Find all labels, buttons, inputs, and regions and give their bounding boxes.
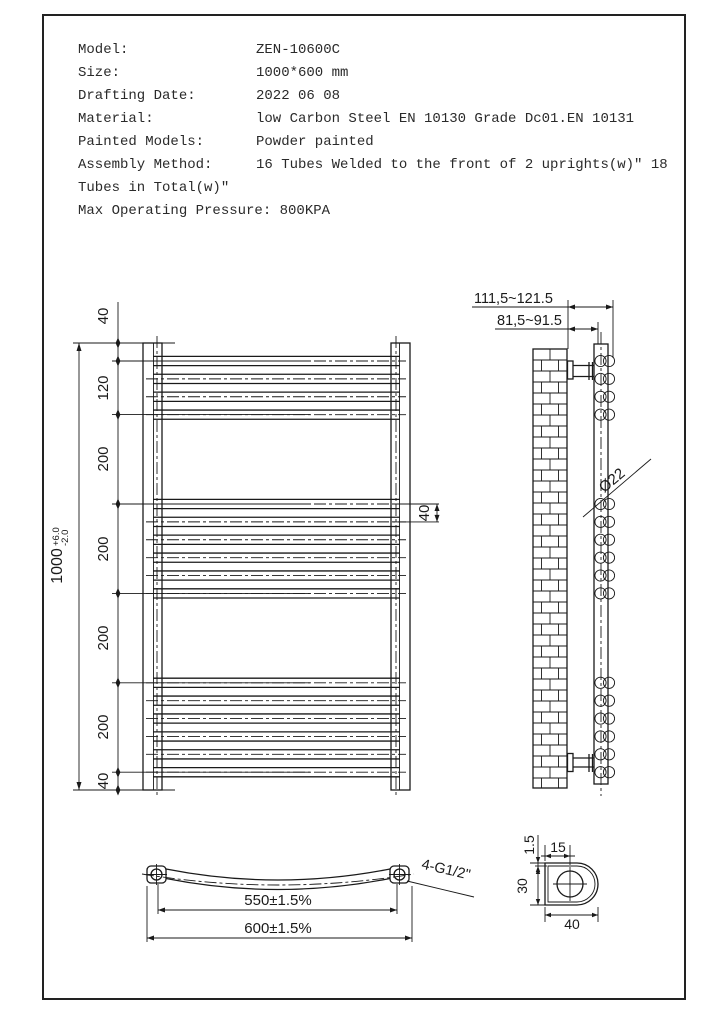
detail-dims: [514, 835, 598, 932]
spec-value: Powder painted: [256, 134, 374, 150]
spec-label: Size:: [78, 65, 121, 81]
thread-callout: [407, 857, 474, 897]
brick-wall-hatch: [533, 349, 567, 788]
spec-max-pressure-line: Max Operating Pressure: 800KPA: [78, 203, 331, 219]
tube-circle: [603, 498, 614, 509]
tube-circle: [603, 409, 614, 420]
overall-height-dim: [49, 343, 82, 790]
thread-size-label: 4-G1/2": [419, 856, 472, 884]
dim-arrow: [116, 767, 121, 778]
dim-arrow: [116, 499, 121, 510]
spec-label: Drafting Date:: [78, 88, 196, 104]
left-end-fitting: [146, 864, 167, 885]
dim-arrow: [116, 338, 121, 349]
tube-circle: [603, 695, 614, 706]
tube-circle: [603, 391, 614, 402]
tube-circle: [603, 713, 614, 724]
spec-label: Material:: [78, 111, 154, 127]
radiator-tubes: [146, 356, 406, 776]
tube-circle: [603, 570, 614, 581]
spec-label: Painted Models:: [78, 134, 205, 150]
spec-assembly-wrap-line: Tubes in Total(w)": [78, 180, 230, 196]
side-view: [472, 291, 651, 796]
dim-overall-600: 600±1.5%: [244, 920, 312, 937]
dim-1000-tol-minus: -2.0: [60, 529, 71, 546]
tube-diameter-callout: [583, 459, 651, 517]
dim-120: 120: [95, 375, 112, 401]
right-end-fitting: [389, 864, 410, 885]
dim-arrow: [116, 785, 121, 796]
dim-arrow: [116, 356, 121, 367]
tube-circle: [603, 516, 614, 527]
dim-40-bottom: 40: [95, 772, 112, 790]
left-upright: [143, 336, 162, 797]
dim-arrow: [116, 588, 121, 599]
spec-value: 2022 06 08: [256, 88, 341, 104]
dim-1000: 1000: [49, 548, 66, 584]
spec-value: 16 Tubes Welded to the front of 2 uprights(w)" 18: [256, 157, 668, 173]
spec-label: Model:: [78, 42, 129, 58]
dim-offset-15: 15: [550, 839, 566, 855]
dim-height-30: 30: [514, 878, 530, 894]
right-upright: [391, 336, 410, 797]
tube-circle: [603, 749, 614, 760]
tube-pitch-dim: [393, 504, 440, 522]
tube-circle: [603, 767, 614, 778]
dim-1000-tol-plus: +6.0: [51, 527, 62, 546]
front-view: [49, 302, 440, 797]
dim-40-top: 40: [95, 307, 112, 325]
detail-view: [514, 835, 598, 932]
tube-circle: [603, 534, 614, 545]
dim-tube-centres-550: 550±1.5%: [244, 892, 312, 909]
dim-arrow: [116, 677, 121, 688]
bottom-view: [142, 857, 474, 942]
dim-200-b: 200: [95, 536, 112, 562]
dim-width-40: 40: [564, 916, 580, 932]
curved-tube-profile: [142, 869, 414, 890]
tube-circle: [603, 731, 614, 742]
wall-bracket-bottom: [568, 754, 595, 773]
tube-hole: [553, 867, 587, 901]
tube-circle: [603, 588, 614, 599]
dim-wall-1-5: 1.5: [521, 835, 537, 855]
dim-200-c: 200: [95, 625, 112, 651]
dim-wall-to-tube: 111,5~121.5: [474, 291, 553, 307]
spec-value: ZEN-10600C: [256, 42, 341, 58]
tube-circle: [603, 552, 614, 563]
dim-wall-to-upright: 81,5~91.5: [497, 313, 562, 329]
tube-circle: [603, 373, 614, 384]
dim-200-d: 200: [95, 714, 112, 740]
spec-value: 1000*600 mm: [256, 65, 349, 81]
rail-width-dims: [147, 884, 412, 942]
dim-tube-diameter: Ø22: [595, 464, 629, 497]
tube-circle: [603, 677, 614, 688]
wall-distance-dims: [472, 291, 613, 358]
dim-200-a: 200: [95, 446, 112, 472]
tube-cross-sections: [595, 355, 615, 777]
wall-bracket-top: [568, 361, 595, 380]
dim-pitch-40: 40: [416, 504, 433, 522]
spec-label: Assembly Method:: [78, 157, 213, 173]
dim-arrow: [116, 409, 121, 420]
spec-value: low Carbon Steel EN 10130 Grade Dc01.EN 10131: [256, 111, 635, 127]
